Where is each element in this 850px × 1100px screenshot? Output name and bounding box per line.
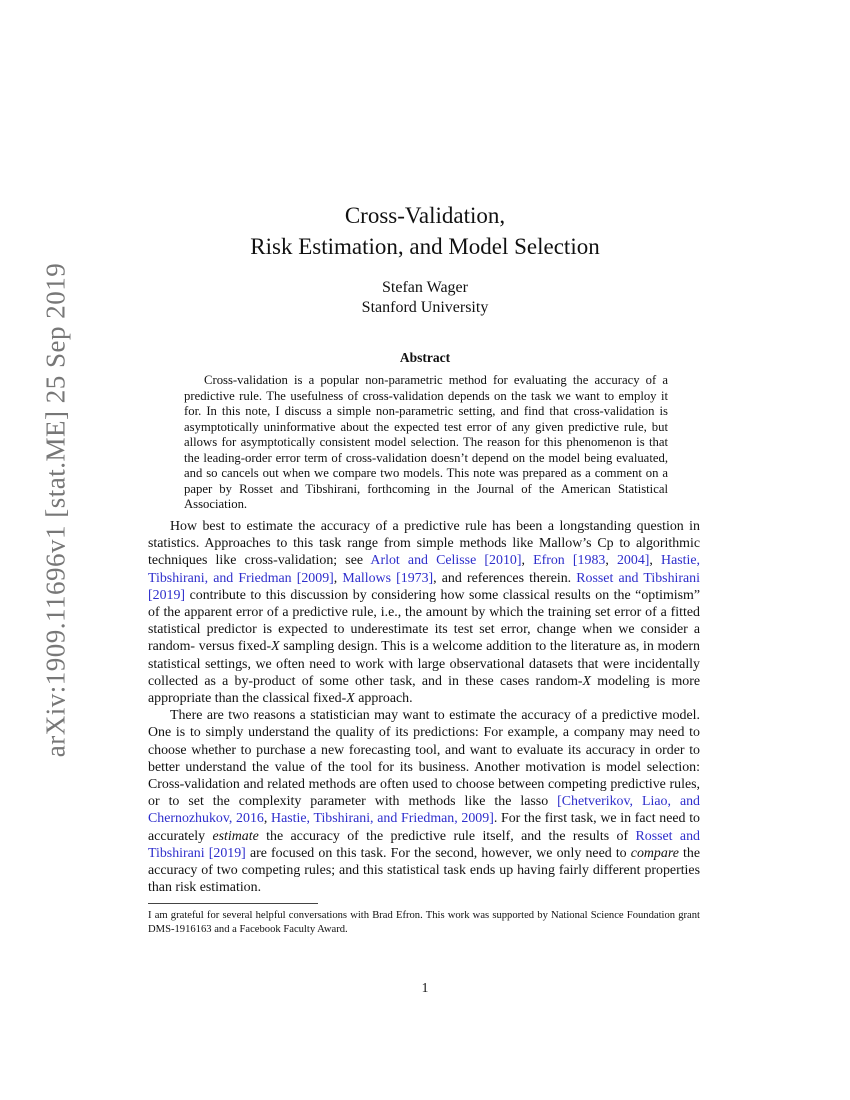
citation-link[interactable]: [Chetverikov, Liao, and Chernozhukov, 2016	[148, 794, 701, 827]
paper-title	[0, 200, 850, 262]
citation-link[interactable]: Hastie, Tibshirani, and Friedman	[148, 553, 701, 586]
citation-year-link[interactable]: [2019]	[208, 845, 246, 861]
author-block	[0, 278, 850, 318]
math-x: X	[582, 673, 592, 689]
main-body	[148, 518, 700, 896]
text-span: , and references therein.	[433, 570, 577, 586]
author-name: Stefan Wager	[382, 279, 468, 296]
title-line-1: Cross-Validation,	[344, 203, 506, 228]
text-span: sampling design. This is a welcome addition to the literature as, in modern statistical settings, we often need to work with large observational datasets that were incidentally collected as a by-product of some other task, and in these cases random-	[148, 639, 700, 689]
text-span: modeling is more appropriate than the classical fixed-	[148, 673, 700, 707]
citation-link[interactable]: Efron	[533, 553, 565, 569]
page-number: 1	[421, 980, 429, 995]
emphasis: estimate	[212, 828, 259, 844]
emphasis: compare	[630, 845, 679, 861]
footnote-divider	[148, 903, 318, 904]
citation-year-link[interactable]: [2019]	[148, 587, 186, 603]
citation-year-link[interactable]: [1973]	[396, 570, 434, 586]
text-span: the accuracy of the predictive rule itself, and the results of	[258, 828, 636, 844]
citation-year-link[interactable]: [1983	[572, 553, 606, 569]
abstract-text: Cross-validation is a popular non-parametric method for evaluating the accuracy of a predictive rule. The usefulness of cross-validation depends on the task we want to employ it for. In this note, I discuss a simple non-parametric setting, and find that cross-validation is asymptotically uninformative about the expected test error of any given predictive rule, but allows for asymptotically consistent model selection. The reason for this phenomenon is that the leading-order error term of cross-validation doesn’t depend on the model being evaluated, and so cancels out when we compare two models. This note was prepared as a comment on a paper by Rosset and Tibshirani, forthcoming in the Journal of the American Statistical Association.	[184, 373, 668, 511]
text-span: . For the first task, we in fact need to accurately	[148, 811, 700, 844]
math-x: X	[271, 639, 280, 655]
math-x: X	[346, 691, 355, 707]
citation-link[interactable]: Hastie, Tibshirani, and Friedman, 2009]	[271, 811, 494, 827]
citation-link[interactable]: Rosset and Tibshirani	[576, 570, 700, 586]
paragraph-1	[148, 518, 700, 707]
text-span: approach.	[354, 691, 413, 707]
title-line-2: Risk Estimation, and Model Selection	[250, 234, 600, 259]
text-span: ,	[605, 553, 617, 569]
paragraph-2	[148, 707, 700, 896]
text-span: ,	[263, 811, 272, 827]
text-span: contribute to this discussion by considering how some classical results on the “optimism” of the apparent error of a predictive rule, i.e., the amount by which the training set error of a fitted statistical predictor is expected to underestimate its test set error, change when we consider a random- versus fixed-	[148, 587, 700, 655]
citation-link[interactable]: Arlot and Celisse	[370, 553, 477, 569]
citation-link[interactable]: Rosset and Tibshirani	[148, 828, 700, 861]
text-span: are focused on this task. For the second, however, we only need to	[245, 845, 631, 861]
text-span: the accuracy of two competing rules; and this statistical task ends up having fairly different properties than risk estimation.	[148, 845, 700, 896]
text-span: ,	[521, 553, 534, 569]
author-affiliation: Stanford University	[361, 299, 489, 316]
abstract-heading: Abstract	[399, 350, 451, 365]
citation-year-link[interactable]: [2009]	[296, 570, 334, 586]
text-span: ,	[333, 570, 343, 586]
citation-year-link[interactable]: 2004]	[616, 553, 650, 569]
text-span: There are two reasons a statistician may want to estimate the accuracy of a predictive model. One is to simply understand the quality of its predictions: For example, a company may need to choose whether to purchase a new forecasting tool, and want to evaluate its accuracy in order to better understand the value of the tool for its business. Another motivation is model selection: Cross-validation and related methods are often used to choose between competing predictive rules, or to set the complexity parameter with methods like the lasso	[148, 708, 700, 810]
text-span: How best to estimate the accuracy of a predictive rule has been a longstanding question in statistics. Approaches to this task range from simple methods like Mallow’s Cp to algorithmic techniques like cross-validation; see	[148, 519, 700, 569]
citation-year-link[interactable]: [2010]	[484, 553, 522, 569]
text-span: ,	[649, 553, 662, 569]
footnote: I am grateful for several helpful conversations with Brad Efron. This work was supported by National Science Foundation grant DMS-1916163 and a Facebook Faculty Award.	[148, 910, 700, 935]
arxiv-identifier: arXiv:1909.11696v1 [stat.ME] 25 Sep 2019	[40, 262, 71, 758]
citation-link[interactable]: Mallows	[342, 570, 391, 586]
